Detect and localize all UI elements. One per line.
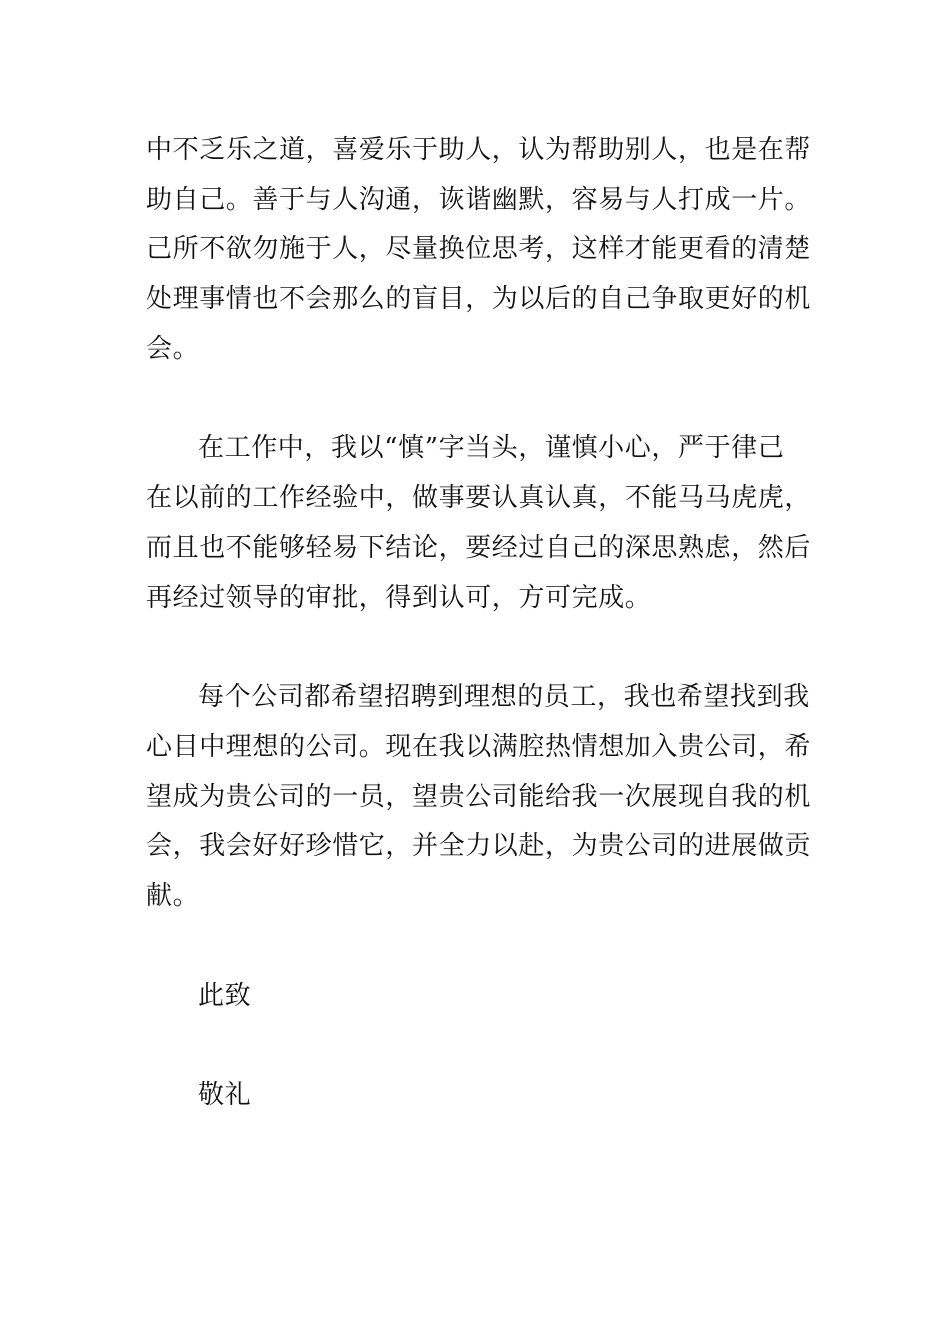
paragraph-1-line: 处理事情也不会那么的盲目，为以后的自己争取更好的机: [146, 284, 812, 314]
paragraph-3-line: 望成为贵公司的一员，望贵公司能给我一次展现自我的机: [146, 782, 812, 812]
paragraph-3-line: 会，我会好好珍惜它，并全力以赴，为贵公司的进展做贡: [146, 831, 812, 861]
paragraph-1-line: 己所不欲勿施于人，尽量换位思考，这样才能更看的清楚: [146, 234, 812, 264]
paragraph-1-line: 中不乏乐之道，喜爱乐于助人，认为帮助别人，也是在帮: [146, 135, 812, 165]
paragraph-2-line: 在工作中，我以“慎”字当头，谨慎小心，严于律己: [198, 433, 785, 463]
paragraph-2-line: 再经过领导的审批，得到认可，方可完成。: [146, 583, 652, 613]
closing-regards: 敬礼: [198, 1080, 252, 1110]
paragraph-2-line: 在以前的工作经验中，做事要认真认真，不能马马虎虎，: [146, 483, 812, 513]
paragraph-1-line: 助自己。善于与人沟通，诙谐幽默，容易与人打成一片。: [146, 185, 812, 215]
paragraph-3-line: 每个公司都希望招聘到理想的员工，我也希望找到我: [198, 682, 810, 712]
paragraph-3-line: 献。: [146, 881, 200, 911]
paragraph-2-line: 而且也不能够轻易下结论，要经过自己的深思熟虑，然后: [146, 533, 812, 563]
paragraph-1-line: 会。: [146, 334, 200, 364]
closing-salutation: 此致: [198, 981, 252, 1011]
paragraph-3-line: 心目中理想的公司。现在我以满腔热情想加入贵公司，希: [146, 732, 812, 762]
